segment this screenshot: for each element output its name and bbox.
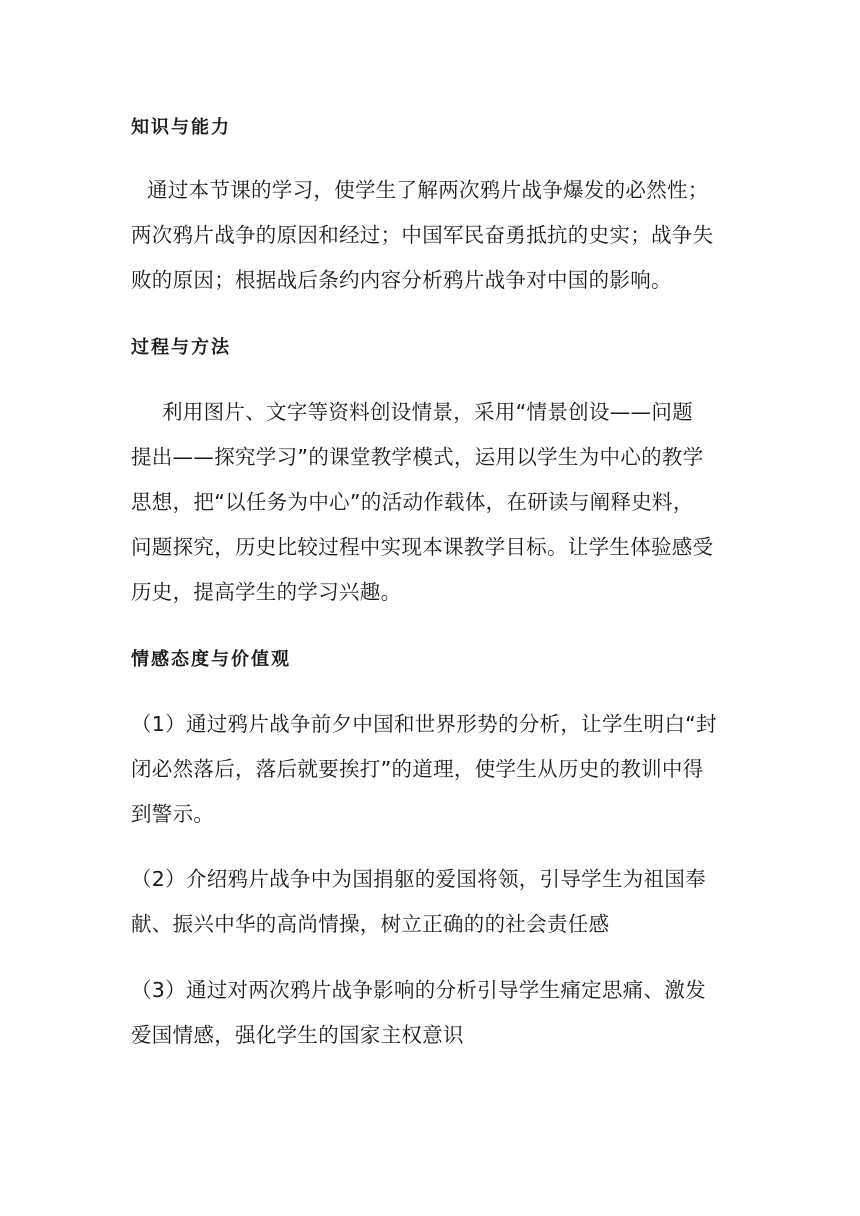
paragraph-line: 通过本节课的学习，使学生了解两次鸦片战争爆发的必然性； <box>147 178 709 202</box>
paragraph-line: 问题探究，历史比较过程中实现本课教学目标。让学生体验感受 <box>131 535 714 559</box>
list-item-line: （3）通过对两次鸦片战争影响的分析引导学生痛定思痛、激发 <box>131 978 706 1002</box>
heading-attitude-values: 情感态度与价值观 <box>131 649 291 670</box>
paragraph-line: 两次鸦片战争的原因和经过；中国军民奋勇抵抗的史实；战争失 <box>131 223 714 247</box>
heading-process-method: 过程与方法 <box>131 337 231 358</box>
paragraph-line: 思想，把“以任务为中心”的活动作载体，在研读与阐释史料， <box>131 490 694 514</box>
list-item-line: 闭必然落后，落后就要挨打”的道理，使学生从历史的教训中得 <box>131 757 704 781</box>
paragraph-line: 利用图片、文字等资料创设情景，采用“情景创设——问题 <box>162 400 693 424</box>
list-item-line: （1）通过鸦片战争前夕中国和世界形势的分析，让学生明白“封 <box>131 712 717 736</box>
list-item-line: 到警示。 <box>131 802 215 826</box>
list-item-line: （2）介绍鸦片战争中为国捐躯的爱国将领，引导学生为祖国奉 <box>131 867 706 891</box>
paragraph-line: 提出——探究学习”的课堂教学模式，运用以学生为中心的教学 <box>131 445 704 469</box>
heading-knowledge-ability: 知识与能力 <box>131 117 231 138</box>
paragraph-line: 历史，提高学生的学习兴趣。 <box>131 580 402 604</box>
list-item-line: 爱国情感，强化学生的国家主权意识 <box>131 1023 464 1047</box>
paragraph-line: 败的原因；根据战后条约内容分析鸦片战争对中国的影响。 <box>131 268 672 292</box>
list-item-line: 献、振兴中华的高尚情操，树立正确的的社会责任感 <box>131 912 610 936</box>
